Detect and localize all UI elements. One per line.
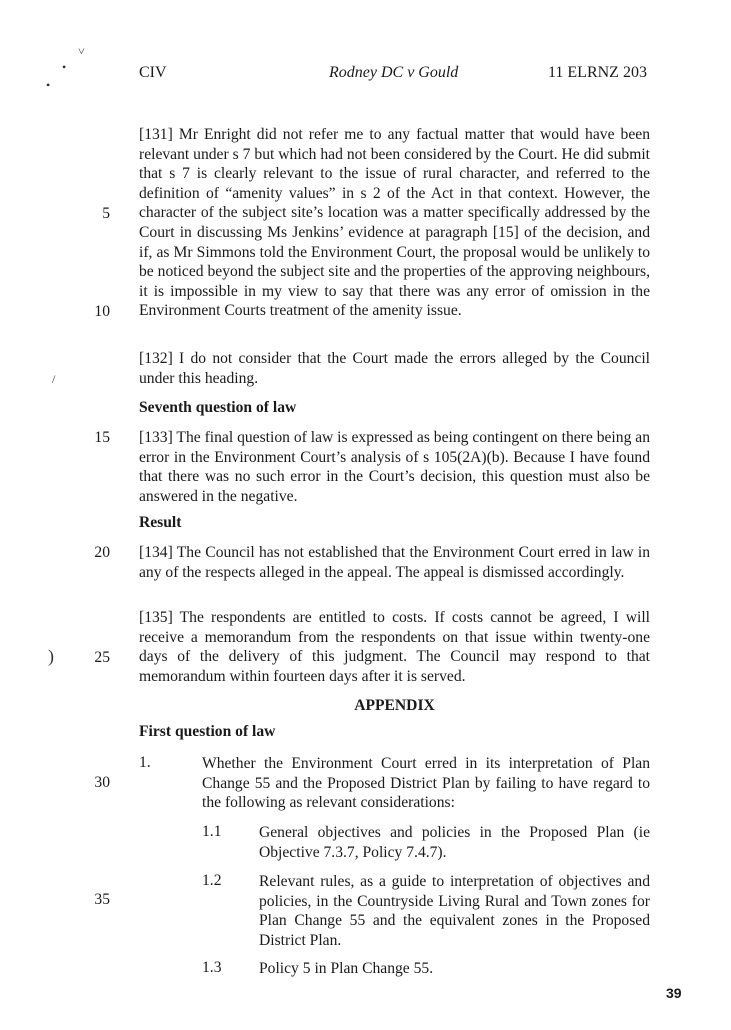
line-number: 20 bbox=[94, 544, 110, 561]
paragraph-131: [131] Mr Enright did not refer me to any factual matter that would have been relevant under s 7 but which had not been considered by the Court. He did submit that s 7 is clearly relevant to the issue of rural character, and referred to the definition of “amenity values” in s 2 of the Act in that context. However, the character of the subject site’s location was a matter specifically addressed by the Court in discussing Ms Jenkins’ evidence at paragraph [15] of the decision, and if, as Mr Simmons told the Environment Court, the proposal would be unlikely to be noticed beyond the subject site and the properties of the approving neighbours, it is impossible in my view to say that there was any error of omission in the Environment Courts treatment of the amenity issue. bbox=[139, 126, 650, 320]
running-header-case-name: Rodney DC v Gould bbox=[329, 64, 459, 81]
margin-mark: ) bbox=[48, 646, 54, 666]
appendix-subitem-number: 1.3 bbox=[202, 959, 222, 976]
appendix-item-text: Whether the Environment Court erred in its interpretation of Plan Change 55 and the Proposed District Plan by failing to have regard to the following as relevant considerations: bbox=[202, 755, 650, 812]
line-number: 25 bbox=[94, 649, 110, 666]
line-number: 35 bbox=[94, 891, 110, 908]
margin-mark: • bbox=[46, 78, 51, 92]
line-number: 10 bbox=[94, 303, 110, 320]
margin-mark: • bbox=[62, 60, 67, 74]
heading-first-question: First question of law bbox=[139, 723, 276, 740]
paragraph-135: [135] The respondents are entitled to costs. If costs cannot be agreed, I will receive a memorandum from the respondents on that issue within twenty-one days of the delivery of this judgment. The Council may respond to that memorandum within fourteen days after it is served. bbox=[139, 609, 650, 685]
line-number: 30 bbox=[94, 774, 110, 791]
paragraph-133-block bbox=[139, 428, 650, 506]
heading-result: Result bbox=[139, 514, 182, 531]
heading-appendix: APPENDIX bbox=[354, 697, 435, 714]
running-header-left: CIV bbox=[139, 64, 167, 81]
margin-mark: ˅ bbox=[78, 44, 85, 58]
margin-mark: / bbox=[52, 372, 56, 386]
appendix-item-number: 1. bbox=[139, 754, 151, 771]
appendix-subitem-number: 1.1 bbox=[202, 823, 222, 840]
paragraph-133: [133] The final question of law is expressed as being contingent on there being an error in the Environment Court’s analysis of s 105(2A)(b). Because I have found that there was no such error in the Court’s decision, this question must also be answered in the negative. bbox=[139, 429, 650, 505]
running-header-citation: 11 ELRNZ 203 bbox=[548, 64, 647, 81]
line-number: 5 bbox=[102, 205, 110, 222]
paragraph-132: [132] I do not consider that the Court made the errors alleged by the Council under this heading. bbox=[139, 350, 650, 387]
appendix-subitem-text: Relevant rules, as a guide to interpretation of objectives and policies, in the Countryside Living Rural and Town zones for Plan Change 55 and the equivalent zones in the Proposed District Plan. bbox=[259, 873, 650, 949]
paragraph-134-block bbox=[139, 543, 650, 582]
appendix-subitem-text: General objectives and policies in the Proposed Plan (ie Objective 7.3.7, Policy 7.4.7). bbox=[259, 824, 650, 861]
paragraph-132-block bbox=[139, 349, 650, 388]
paragraph-134: [134] The Council has not established that the Environment Court erred in law in any of the respects alleged in the appeal. The appeal is dismissed accordingly. bbox=[139, 544, 650, 581]
appendix-subitem-text: Policy 5 in Plan Change 55. bbox=[259, 960, 434, 977]
paragraph-131-block bbox=[139, 125, 650, 321]
line-number: 15 bbox=[94, 429, 110, 446]
heading-seventh-question: Seventh question of law bbox=[139, 399, 297, 416]
page-number: 39 bbox=[666, 985, 682, 1001]
paragraph-135-block bbox=[139, 608, 650, 686]
appendix-subitem-number: 1.2 bbox=[202, 872, 222, 889]
